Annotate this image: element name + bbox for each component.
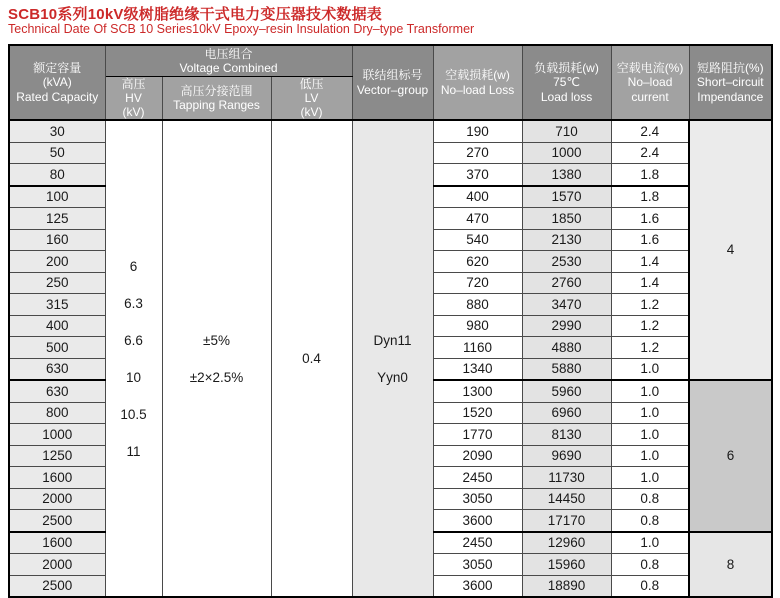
no-load-current-cell: 0.8 [611, 488, 689, 510]
no-load-loss-cell: 270 [433, 142, 522, 164]
page-title: SCB10系列10kV级树脂绝缘干式电力变压器技术数据表 [8, 6, 382, 23]
load-loss-cell: 3470 [522, 294, 611, 316]
load-loss-cell: 6960 [522, 402, 611, 424]
rated-capacity-cell: 400 [9, 315, 105, 337]
rated-capacity-cell: 1000 [9, 424, 105, 446]
rated-capacity-cell: 125 [9, 208, 105, 230]
lv-value-cell: 0.4 [271, 120, 352, 597]
no-load-loss-cell: 3050 [433, 488, 522, 510]
no-load-current-cell: 2.4 [611, 142, 689, 164]
no-load-current-cell: 0.8 [611, 554, 689, 576]
load-loss-cell: 15960 [522, 554, 611, 576]
no-load-current-cell: 1.4 [611, 251, 689, 273]
no-load-current-cell: 1.0 [611, 445, 689, 467]
no-load-loss-cell: 470 [433, 208, 522, 230]
no-load-loss-cell: 3050 [433, 554, 522, 576]
rated-capacity-cell: 80 [9, 164, 105, 186]
no-load-loss-cell: 980 [433, 315, 522, 337]
no-load-current-cell: 1.8 [611, 164, 689, 186]
col-header-no-load-current: 空载电流(%) No–load current [611, 45, 689, 120]
load-loss-cell: 17170 [522, 510, 611, 532]
no-load-current-cell: 1.4 [611, 272, 689, 294]
rated-capacity-cell: 500 [9, 337, 105, 359]
load-loss-cell: 2760 [522, 272, 611, 294]
rated-capacity-cell: 630 [9, 380, 105, 402]
col-header-no-load-loss: 空载损耗(w) No–load Loss [433, 45, 522, 120]
no-load-loss-cell: 1770 [433, 424, 522, 446]
col-header-load-loss: 负载损耗(w) 75℃ Load loss [522, 45, 611, 120]
no-load-loss-cell: 370 [433, 164, 522, 186]
no-load-current-cell: 1.0 [611, 467, 689, 489]
no-load-current-cell: 1.0 [611, 532, 689, 554]
load-loss-cell: 8130 [522, 424, 611, 446]
load-loss-cell: 9690 [522, 445, 611, 467]
no-load-current-cell: 1.6 [611, 229, 689, 251]
load-loss-cell: 1000 [522, 142, 611, 164]
no-load-loss-cell: 2450 [433, 467, 522, 489]
rated-capacity-cell: 50 [9, 142, 105, 164]
no-load-current-cell: 0.8 [611, 510, 689, 532]
no-load-loss-cell: 1520 [433, 402, 522, 424]
no-load-current-cell: 1.2 [611, 337, 689, 359]
no-load-current-cell: 1.8 [611, 186, 689, 208]
load-loss-cell: 710 [522, 120, 611, 142]
rated-capacity-cell: 2500 [9, 575, 105, 597]
no-load-current-cell: 1.0 [611, 358, 689, 380]
no-load-current-cell: 2.4 [611, 120, 689, 142]
impedance-cell: 8 [689, 532, 772, 598]
no-load-loss-cell: 3600 [433, 510, 522, 532]
hv-values-cell-line: 11 [126, 443, 141, 459]
rated-capacity-cell: 800 [9, 402, 105, 424]
no-load-loss-cell: 400 [433, 186, 522, 208]
load-loss-cell: 14450 [522, 488, 611, 510]
col-header-lv: 低压 LV (kV) [271, 76, 352, 120]
col-header-short-circuit: 短路阻抗(%) Short–circuit Impendance [689, 45, 772, 120]
load-loss-cell: 2990 [522, 315, 611, 337]
hv-values-cell-line: 6.3 [124, 295, 143, 311]
rated-capacity-cell: 2000 [9, 554, 105, 576]
rated-capacity-cell: 30 [9, 120, 105, 142]
rated-capacity-cell: 1600 [9, 467, 105, 489]
hv-values-cell [105, 120, 162, 597]
no-load-loss-cell: 3600 [433, 575, 522, 597]
rated-capacity-cell: 200 [9, 251, 105, 273]
no-load-current-cell: 1.6 [611, 208, 689, 230]
no-load-loss-cell: 190 [433, 120, 522, 142]
no-load-current-cell: 1.2 [611, 294, 689, 316]
load-loss-cell: 2530 [522, 251, 611, 273]
rated-capacity-cell: 2000 [9, 488, 105, 510]
rated-capacity-cell: 2500 [9, 510, 105, 532]
rated-capacity-cell: 630 [9, 358, 105, 380]
no-load-loss-cell: 2090 [433, 445, 522, 467]
impedance-cell: 4 [689, 120, 772, 380]
rated-capacity-cell: 100 [9, 186, 105, 208]
tapping-ranges-cell-line: ±5% [203, 332, 230, 348]
hv-values-cell-line: 6.6 [124, 332, 143, 348]
no-load-loss-cell: 1340 [433, 358, 522, 380]
rated-capacity-cell: 1600 [9, 532, 105, 554]
impedance-cell: 6 [689, 380, 772, 532]
no-load-current-cell: 1.0 [611, 380, 689, 402]
no-load-loss-cell: 1160 [433, 337, 522, 359]
tapping-ranges-cell-line: ±2×2.5% [189, 369, 244, 385]
transformer-spec-table [8, 44, 773, 598]
load-loss-cell: 11730 [522, 467, 611, 489]
load-loss-cell: 1570 [522, 186, 611, 208]
no-load-current-cell: 1.0 [611, 402, 689, 424]
no-load-loss-cell: 1300 [433, 380, 522, 402]
load-loss-cell: 18890 [522, 575, 611, 597]
rated-capacity-cell: 315 [9, 294, 105, 316]
page-subtitle: Technical Date Of SCB 10 Series10kV Epoxy–resin Insulation Dry–type Transformer [8, 22, 475, 36]
vector-group-cell-line: Yyn0 [377, 369, 408, 385]
load-loss-cell: 5960 [522, 380, 611, 402]
load-loss-cell: 1380 [522, 164, 611, 186]
no-load-current-cell: 0.8 [611, 575, 689, 597]
rated-capacity-cell: 160 [9, 229, 105, 251]
col-header-tapping: 高压分接范围 Tapping Ranges [162, 76, 271, 120]
no-load-loss-cell: 2450 [433, 532, 522, 554]
col-header-hv: 高压 HV (kV) [105, 76, 162, 120]
rated-capacity-cell: 1250 [9, 445, 105, 467]
tapping-ranges-cell [162, 120, 271, 597]
vector-group-cell-line: Dyn11 [373, 332, 412, 348]
hv-values-cell-line: 6 [129, 258, 138, 274]
load-loss-cell: 4880 [522, 337, 611, 359]
rated-capacity-cell: 250 [9, 272, 105, 294]
vector-group-cell [352, 120, 433, 597]
col-header-rated-capacity: 额定容量 (kVA) Rated Capacity [9, 45, 105, 120]
hv-values-cell-line: 10.5 [120, 406, 147, 422]
table-header [9, 45, 772, 120]
table-body [9, 120, 772, 597]
col-header-voltage-combined: 电压组合 Voltage Combined [105, 45, 352, 76]
col-header-vector-group: 联结组标号 Vector–group [352, 45, 433, 120]
load-loss-cell: 12960 [522, 532, 611, 554]
no-load-loss-cell: 880 [433, 294, 522, 316]
no-load-loss-cell: 720 [433, 272, 522, 294]
no-load-current-cell: 1.2 [611, 315, 689, 337]
no-load-loss-cell: 620 [433, 251, 522, 273]
load-loss-cell: 2130 [522, 229, 611, 251]
no-load-current-cell: 1.0 [611, 424, 689, 446]
hv-values-cell-line: 10 [125, 369, 142, 385]
table-row [9, 120, 772, 142]
load-loss-cell: 1850 [522, 208, 611, 230]
load-loss-cell: 5880 [522, 358, 611, 380]
no-load-loss-cell: 540 [433, 229, 522, 251]
